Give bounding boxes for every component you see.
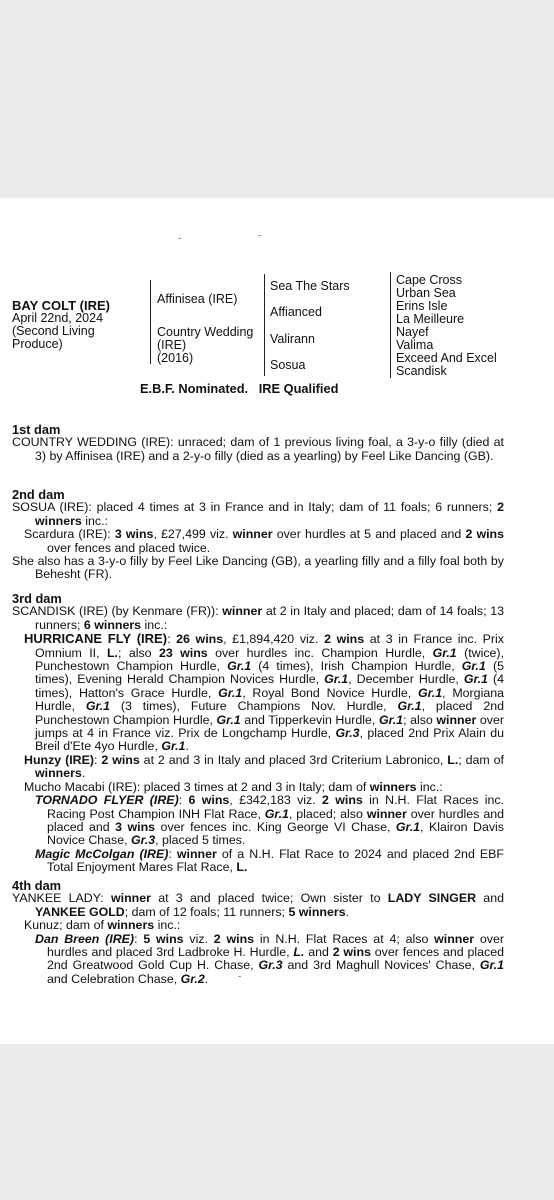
produce-note: (Second Living Produce) (12, 324, 95, 351)
third-dam-text: SCANDISK (IRE) (by Kenmare (FR)): winner at 2 in Italy and placed; dam of 14 foals; 13 runners; 6 winners inc.: (12, 604, 504, 632)
pedigree-bracket-1 (150, 280, 151, 364)
third-dam-section (12, 592, 504, 875)
grandsire-2: Valirann (270, 332, 315, 346)
ggp-5: Nayef (396, 325, 429, 339)
fourth-dam-section (12, 879, 504, 986)
second-dam-text: SOSUA (IRE): placed 4 times at 3 in France and in Italy; dam of 11 foals; 6 runners; 2 winners inc.: (12, 500, 504, 528)
qualification-line (140, 381, 338, 396)
magic-mccolgan-entry: Magic McColgan (IRE): winner of a N.H. Flat Race to 2024 and placed 2nd EBF Total Enjoyment Mares Flat Race, L. (35, 846, 504, 875)
ebf-nominated: E.B.F. Nominated. (140, 381, 249, 396)
hurricane-fly-entry: HURRICANE FLY (IRE): 26 wins, £1,894,420 viz. 2 wins at 3 in France inc. Prix Omnium II, L.; also 23 wins over hurdles inc. Champion Hurdle, Gr.1 (twice), Punchestown Champion Hurdle, Gr.1 (4 times), Irish Champion Hurdle, Gr.1 (5 times), Evening Herald Champion Novices Hurdle, Gr.1, December Hurdle, Gr.1 (4 times), Hatton's Grace Hurdle, Gr.1, Royal Bond Novice Hurdle, Gr.1, Morgiana Hurdle, Gr.1 (3 times), Future Champions Nov. Hurdle, Gr.1, placed 2nd Punchestown Champion Hurdle, Gr.1 and Tipperkevin Hurdle, Gr.1; also winner over jumps at 4 in France viz. Prix de Longchamp Hurdle, Gr.3, placed 2nd Prix Alain du Breil d'Ete 4yo Hurdle, Gr.1. (24, 631, 505, 754)
second-dam-section (12, 488, 504, 582)
section-heading: 1st dam (12, 422, 61, 437)
ggp-3: Erins Isle (396, 299, 448, 313)
dam-name: Country Wedding (IRE) (2016) (157, 325, 254, 365)
speck (258, 235, 261, 236)
kunuz-entry: Kunuz; dam of winners inc.: (24, 918, 181, 933)
section-heading: 3rd dam (12, 591, 62, 606)
ire-qualified: IRE Qualified (258, 381, 339, 396)
tornado-flyer-entry: TORNADO FLYER (IRE): 6 wins, £342,183 viz. 2 wins in N.H. Flat Races inc. Racing Post Champion INH Flat Race, Gr.1, placed; also winner over hurdles and placed and 3 wins over fences inc. King George VI Chase, Gr.1, Klairon Davis Novice Chase, Gr.3, placed 5 times. (35, 793, 505, 848)
dan-breen-entry: Dan Breen (IRE): 5 wins viz. 2 wins in N.H. Flat Races at 4; also winner over hurdles and placed 3rd Ladbroke H. Hurdle, L. and 2 wins over fences and placed 2nd Greatwood Gold Cup H. Chase, Gr.3 and 3rd Maghull Novices' Chase, Gr.1 and Celebration Chase, Gr.2. (35, 931, 505, 986)
sire-name: Affinisea (IRE) (157, 292, 238, 306)
ggp-4: La Meilleure (396, 312, 465, 326)
ggp-8: Scandisk (396, 364, 447, 378)
great-grandparents (396, 274, 497, 378)
ggp-2: Urban Sea (396, 286, 456, 300)
catalogue-page (0, 198, 554, 1044)
pedigree-bracket-2 (264, 274, 265, 376)
first-dam-text: COUNTRY WEDDING (IRE): unraced; dam of 1 previous living foal, a 3-y-o filly (died at 3) by Affinisea (IRE) and a 2-y-o filly (died as a yearling) by Feel Like Dancing (GB). (12, 435, 504, 463)
hunzy-entry: Hunzy (IRE): 2 wins at 2 and 3 in Italy and placed 3rd Criterium Labronico, L.; dam of winners. (24, 752, 504, 781)
fourth-dam-text: YANKEE LADY: winner at 3 and placed twice; Own sister to LADY SINGER and YANKEE GOLD; dam of 12 foals; 11 runners; 5 winners. (12, 891, 504, 919)
granddam-2: Sosua (270, 358, 306, 372)
second-dam-produce: Scardura (IRE): 3 wins, £27,499 viz. winner over hurdles at 5 and placed and 2 wins over fences and placed twice. (24, 527, 504, 555)
speck (178, 238, 181, 239)
horse-summary (12, 299, 147, 351)
foaled-date: April 22nd, 2024 (12, 311, 104, 325)
ggp-1: Cape Cross (396, 273, 462, 287)
first-dam-section (12, 423, 504, 463)
horse-title: BAY COLT (IRE) (12, 298, 110, 313)
pedigree-bracket-3 (390, 272, 391, 378)
section-heading: 4th dam (12, 878, 62, 893)
second-dam-note: She also has a 3-y-o filly by Feel Like Dancing (GB), a yearling filly and a filly foal both by Behesht (FR). (12, 554, 504, 582)
section-heading: 2nd dam (12, 487, 65, 502)
mucho-macabi-entry: Mucho Macabi (IRE): placed 3 times at 2 and 3 in Italy; dam of winners inc.: (24, 779, 443, 794)
ggp-6: Valima (396, 338, 434, 352)
ggp-7: Exceed And Excel (396, 351, 497, 365)
grandsire-1: Sea The Stars (270, 279, 350, 293)
granddam-1: Affianced (270, 305, 322, 319)
